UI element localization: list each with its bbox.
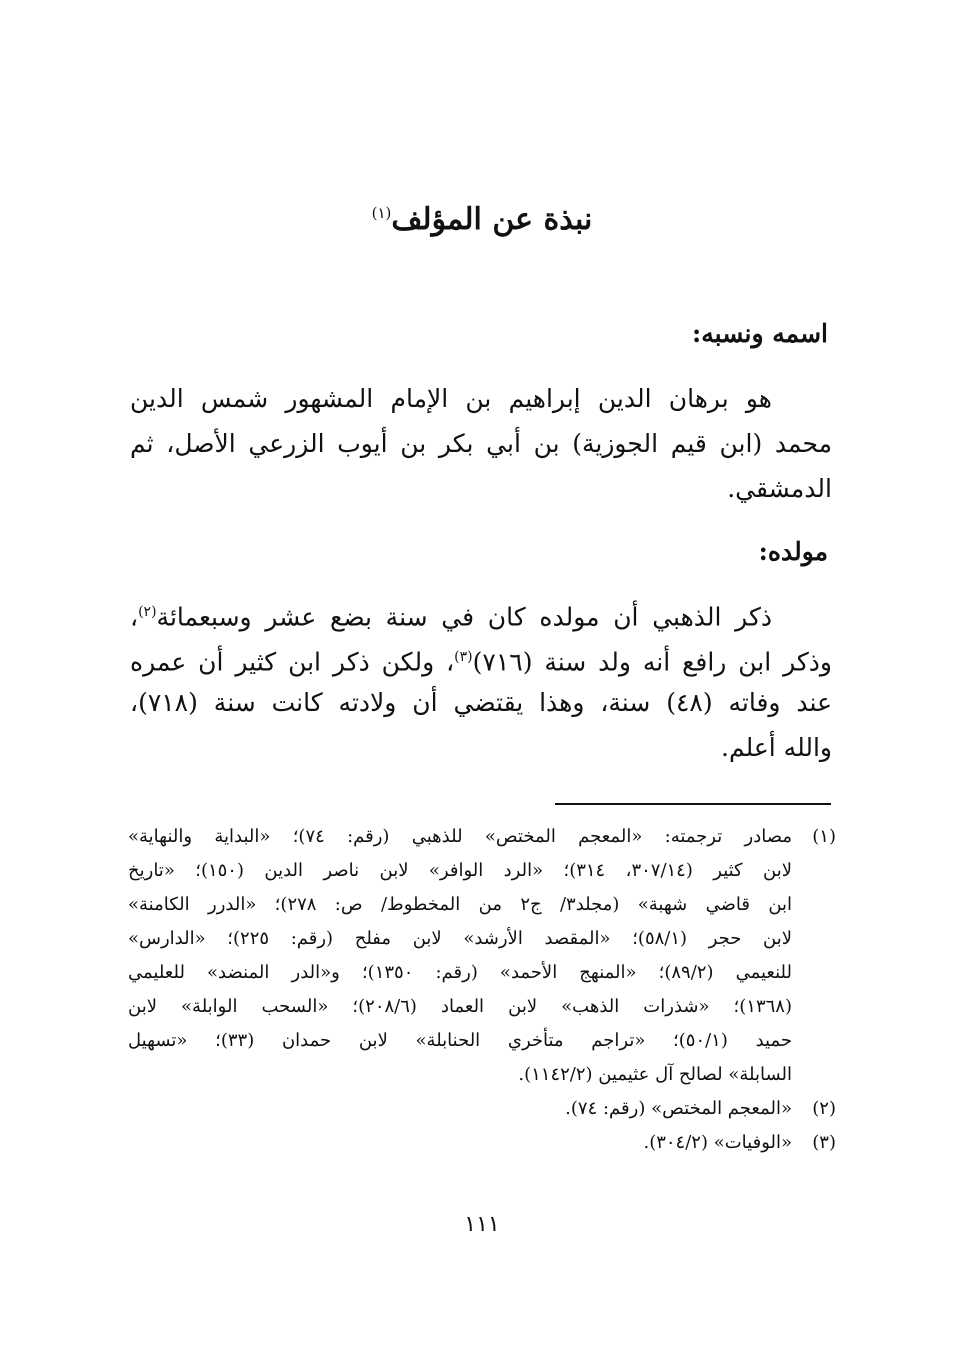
paragraph-line bbox=[130, 590, 832, 635]
footnote-body bbox=[128, 820, 792, 1092]
footnotes bbox=[128, 820, 836, 1160]
footnote-line: ابن قاضي شهبة» (مجلد٣/ ج٢ من المخطوط/ ص: ٢٧٨)؛ «الدرر الكامنة» bbox=[128, 894, 793, 915]
title-footnote-ref: (١) bbox=[371, 204, 392, 222]
title-text: نبذة عن المؤلف bbox=[391, 202, 593, 237]
footnote-separator bbox=[555, 803, 831, 805]
birth-line-2-end: ، ولكن ذكر ابن كثير أن عمره bbox=[130, 647, 455, 677]
lineage-heading: اسمه ونسبه: bbox=[692, 319, 828, 348]
paragraph-line: الدمشقي. bbox=[727, 474, 832, 503]
birth-line-1-end: ، bbox=[130, 602, 139, 632]
footnote-line: للنعيمي (٨٩/٢)؛ «المنهج الأحمد» (رقم: ١٣٥٠)؛ و«الدر المنضد» للعليمي bbox=[128, 962, 792, 983]
footnote-number: (١) bbox=[812, 826, 836, 847]
footnote-line: مصادر ترجمته: «المعجم المختص» للذهبي (رقم: ٧٤)؛ «البداية والنهاية» bbox=[128, 826, 792, 847]
paragraph-line bbox=[130, 635, 832, 680]
footnote-line: (١٣٦٨)؛ «شذرات الذهب» لابن العماد (٢٠٨/٦)؛ «السحب الوابلة» لابن bbox=[128, 996, 792, 1017]
page-number: ١١١ bbox=[464, 1212, 500, 1237]
footnote-3 bbox=[128, 1126, 836, 1160]
birth-line-1-text: ذكر الذهبي أن مولده كان في سنة بضع عشر وسبعمائة bbox=[156, 602, 772, 632]
paragraph-line: عند وفاته (٤٨) سنة، وهذا يقتضي أن ولادته كانت سنة (٧١٨)، bbox=[130, 688, 832, 717]
paragraph-line: محمد (ابن قيم الجوزية) بن أبي بكر بن أيوب الزرعي الأصل، ثم bbox=[130, 429, 832, 458]
footnote-body bbox=[128, 1092, 792, 1126]
footnote-ref-2: (٢) bbox=[138, 604, 157, 620]
paragraph-line: هو برهان الدين إبراهيم بن الإمام المشهور شمس الدين bbox=[130, 384, 772, 413]
footnote-line: «المعجم المختص» (رقم: ٧٤). bbox=[565, 1098, 792, 1119]
footnote-line: لابن حجر (٥٨/١)؛ «المقصد الأرشد» لابن مفلح (رقم: ٢٢٥)؛ «الدارس» bbox=[128, 928, 793, 949]
paragraph-line: والله أعلم. bbox=[721, 733, 832, 762]
footnote-line: «الوفيات» (٣٠٤/٢). bbox=[643, 1132, 792, 1153]
birth-line-2-text: وذكر ابن رافع أنه ولد سنة (٧١٦) bbox=[472, 647, 833, 677]
page-title bbox=[0, 188, 964, 245]
footnote-1 bbox=[128, 820, 836, 1092]
lineage-paragraph bbox=[130, 376, 832, 511]
birth-paragraph bbox=[130, 590, 832, 770]
footnote-line: حميد (٥٠/١)؛ «تراجم متأخري الحنابلة» لابن حمدان (٣٣)؛ «تسهيل bbox=[128, 1030, 792, 1051]
footnote-ref-3: (٣) bbox=[454, 649, 473, 665]
footnote-line: لابن كثير (٣٠٧/١٤، ٣١٤)؛ «الرد الوافر» لابن ناصر الدين (١٥٠)؛ «تاريخ bbox=[128, 860, 792, 881]
birth-heading: مولده: bbox=[758, 537, 828, 566]
footnote-line: السابلة» لصالح آل عثيمين (١١٤٢/٢). bbox=[518, 1064, 792, 1085]
footnote-number: (٢) bbox=[812, 1098, 836, 1119]
footnote-body bbox=[128, 1126, 792, 1160]
footnote-number: (٣) bbox=[812, 1132, 836, 1153]
footnote-2 bbox=[128, 1092, 836, 1126]
